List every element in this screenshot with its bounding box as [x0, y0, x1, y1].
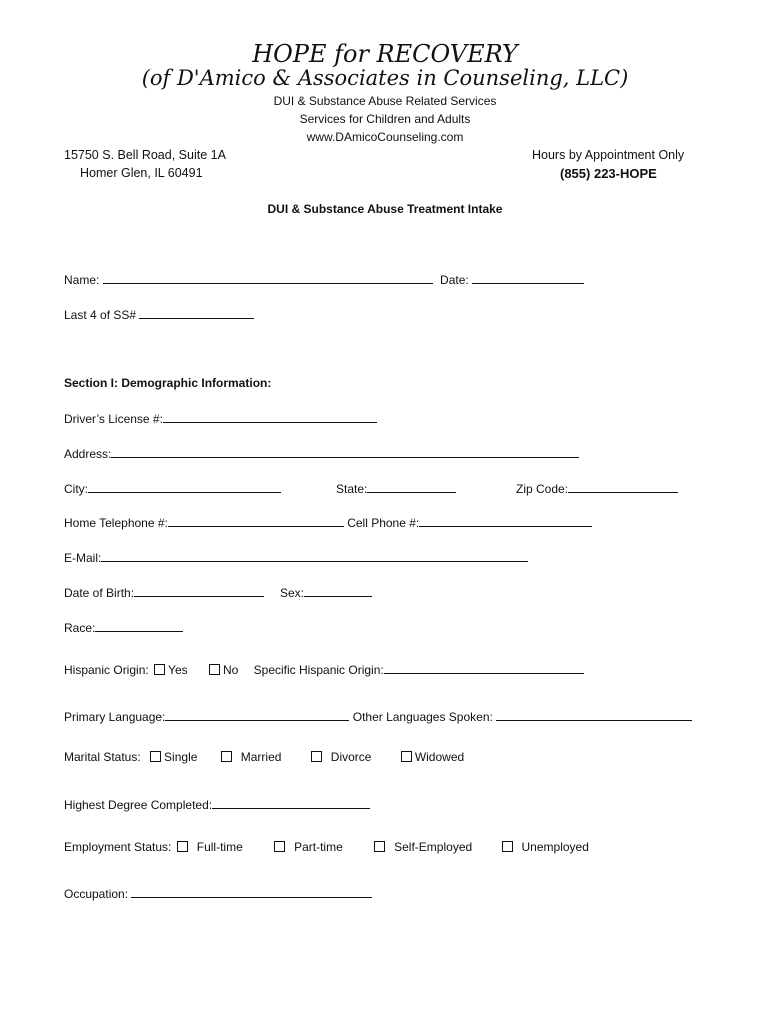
- address-line-2: Homer Glen, IL 60491: [80, 166, 203, 180]
- single-label: Single: [164, 750, 198, 764]
- part-time-checkbox[interactable]: [274, 841, 285, 852]
- divorce-checkbox[interactable]: [311, 751, 322, 762]
- language-row: [64, 709, 692, 724]
- state-label: State:: [336, 482, 368, 496]
- zip-field[interactable]: [568, 481, 678, 493]
- unemployed-label: Unemployed: [521, 840, 589, 854]
- highest-degree-label: Highest Degree Completed:: [64, 798, 213, 812]
- other-languages-field[interactable]: [496, 709, 692, 721]
- zip-row: [516, 481, 678, 496]
- section-heading: Section I: Demographic Information:: [64, 376, 272, 390]
- home-phone-label: Home Telephone #:: [64, 516, 168, 530]
- full-time-label: Full-time: [196, 840, 243, 854]
- org-name: HOPE for RECOVERY: [252, 40, 518, 68]
- drivers-license-row: [64, 411, 377, 426]
- dob-field[interactable]: [134, 585, 264, 597]
- sex-row: [280, 585, 372, 600]
- city-label: City:: [64, 482, 88, 496]
- date-field[interactable]: [472, 272, 584, 284]
- race-label: Race:: [64, 621, 96, 635]
- occupation-row: [64, 886, 372, 901]
- date-label: Date:: [440, 273, 469, 287]
- hispanic-yes-label: Yes: [168, 663, 188, 677]
- part-time-label: Part-time: [294, 840, 343, 854]
- specific-hispanic-field[interactable]: [384, 662, 584, 674]
- email-row: [64, 550, 528, 565]
- cell-phone-field[interactable]: [419, 515, 592, 527]
- employment-status-label: Employment Status:: [64, 840, 172, 854]
- hispanic-no-label: No: [222, 663, 239, 677]
- website: www.DAmicoCounseling.com: [306, 130, 464, 144]
- widowed-label: Widowed: [414, 750, 465, 764]
- full-time-checkbox[interactable]: [177, 841, 188, 852]
- dob-label: Date of Birth:: [64, 586, 135, 600]
- email-field[interactable]: [101, 550, 528, 562]
- services-line-1: DUI & Substance Abuse Related Services: [273, 94, 497, 108]
- highest-degree-field[interactable]: [212, 797, 370, 809]
- email-label: E-Mail:: [64, 551, 102, 565]
- address-label: Address:: [64, 447, 112, 461]
- hispanic-origin-label: Hispanic Origin:: [64, 663, 149, 677]
- name-field[interactable]: [103, 272, 433, 284]
- address-line-1: 15750 S. Bell Road, Suite 1A: [64, 148, 226, 162]
- primary-language-field[interactable]: [165, 709, 349, 721]
- services-line-2: Services for Children and Adults: [299, 112, 471, 126]
- occupation-field[interactable]: [131, 886, 372, 898]
- marital-row: [64, 750, 464, 764]
- self-employed-label: Self-Employed: [394, 840, 473, 854]
- marital-status-label: Marital Status:: [64, 750, 141, 764]
- widowed-checkbox[interactable]: [401, 751, 412, 762]
- employment-row: [64, 840, 589, 854]
- drivers-license-label: Driver’s License #:: [64, 412, 163, 426]
- city-field[interactable]: [88, 481, 281, 493]
- ss-label: Last 4 of SS#: [64, 308, 137, 322]
- city-row: [64, 481, 281, 496]
- dob-row: [64, 585, 264, 600]
- unemployed-checkbox[interactable]: [502, 841, 513, 852]
- ss-row: [64, 307, 254, 322]
- hispanic-no-checkbox[interactable]: [209, 664, 220, 675]
- hispanic-yes-checkbox[interactable]: [154, 664, 165, 675]
- state-field[interactable]: [367, 481, 456, 493]
- org-subtitle: (of D'Amico & Associates in Counseling, LLC): [141, 66, 629, 90]
- sex-field[interactable]: [304, 585, 372, 597]
- home-phone-field[interactable]: [168, 515, 344, 527]
- married-label: Married: [240, 750, 282, 764]
- name-label: Name:: [64, 273, 100, 287]
- state-row: [336, 481, 456, 496]
- phone-number: (855) 223-HOPE: [560, 166, 657, 181]
- self-employed-checkbox[interactable]: [374, 841, 385, 852]
- other-languages-label: Other Languages Spoken:: [352, 710, 493, 724]
- hispanic-row: [64, 662, 584, 677]
- sex-label: Sex:: [280, 586, 305, 600]
- primary-language-label: Primary Language:: [64, 710, 166, 724]
- married-checkbox[interactable]: [221, 751, 232, 762]
- hours-text: Hours by Appointment Only: [532, 148, 685, 162]
- address-row: [64, 446, 579, 461]
- cell-phone-label: Cell Phone #:: [347, 516, 420, 530]
- drivers-license-field[interactable]: [163, 411, 377, 423]
- divorce-label: Divorce: [330, 750, 372, 764]
- single-checkbox[interactable]: [150, 751, 161, 762]
- address-field[interactable]: [111, 446, 579, 458]
- ss-field[interactable]: [139, 307, 254, 319]
- phone-row: [64, 515, 592, 530]
- form-title: DUI & Substance Abuse Treatment Intake: [267, 202, 503, 216]
- occupation-label: Occupation:: [64, 887, 129, 901]
- race-row: [64, 620, 183, 635]
- zip-label: Zip Code:: [516, 482, 569, 496]
- specific-hispanic-label: Specific Hispanic Origin:: [253, 663, 384, 677]
- name-row: [64, 272, 584, 287]
- degree-row: [64, 797, 370, 812]
- race-field[interactable]: [95, 620, 183, 632]
